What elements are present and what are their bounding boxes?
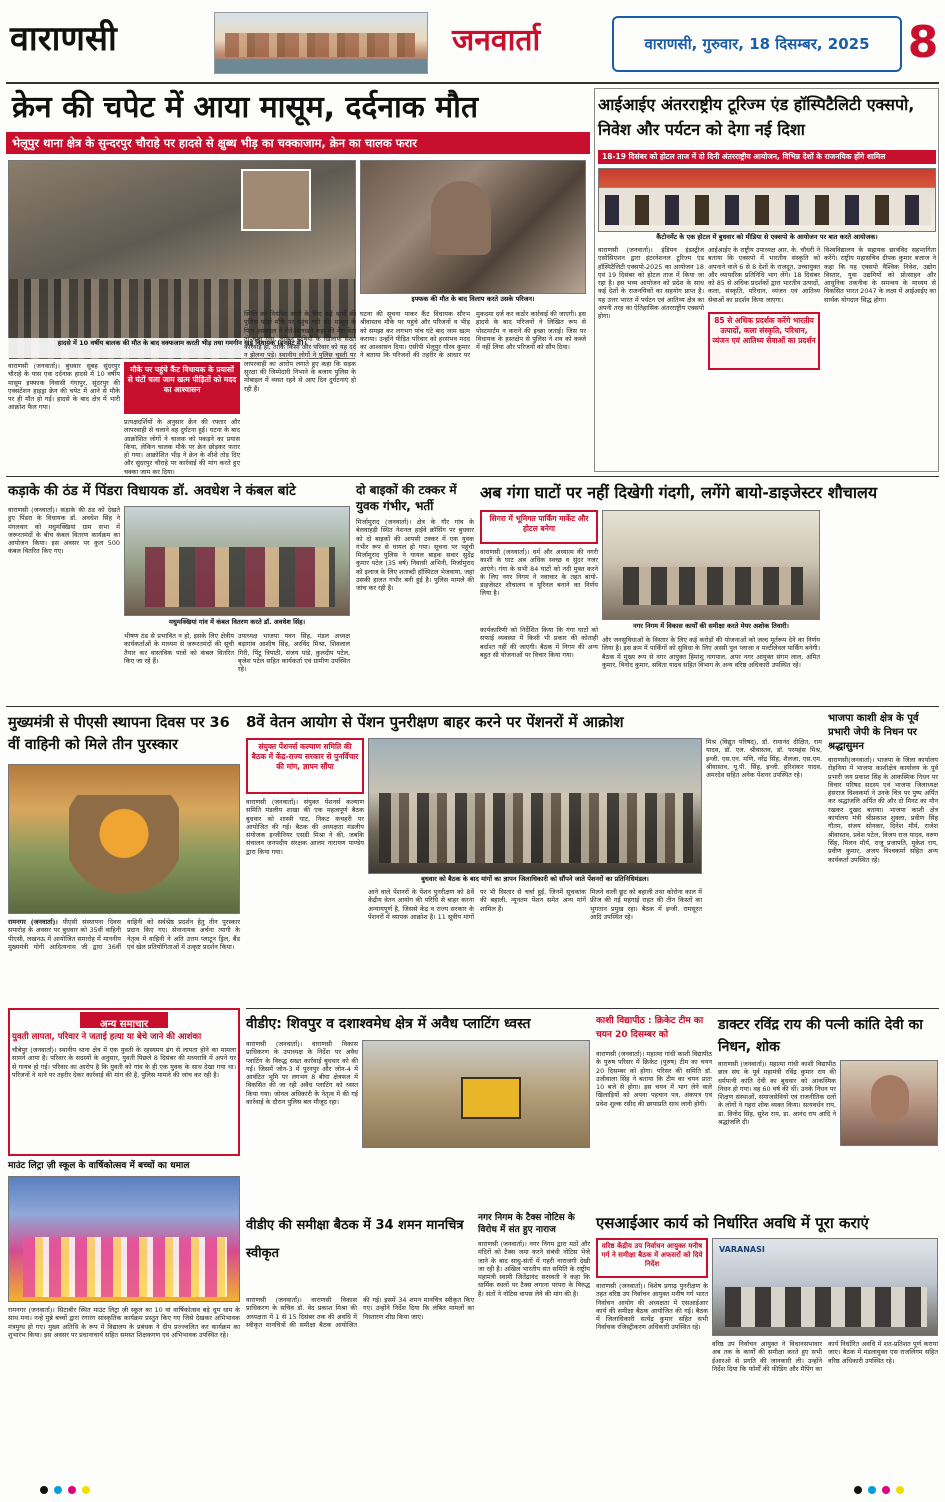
sir-box-title (596, 1238, 708, 1278)
obit-headline: डाक्टर रविंद्र राय की पत्नी कांति देवी का निधन, शोक (718, 1017, 923, 1055)
blanket-body-col1: वाराणसी (जनवार्ता)। कड़ाके की ठंड को देखते हुए पिंडरा के विधायक डॉ. अवधेश सिंह ने मंगलवार को मधुमक्खियां ग्राम सभा में जरूरतमंदों के बीच कंबल वितरण कार्यक्रम का आयोजन किया। इस अवसर पर कुल 500 कंबल वितरित किए गए। (8, 506, 120, 556)
kashi-body: वाराणसी (जनवार्ता)। महात्मा गांधी काशी विद्यापीठ के पुरुष परिसर में क्रिकेट (पुरुष) टीम का चयन 20 दिसम्बर को होगा। परिसर की समिति डॉ. उजीवाला सिंह ने बताया कि टीम का चयन प्रातः 10 बजे से होगा। इस चयन में भाग लेने वाले खिलाड़ियों को अपना पहचान पत्र, अंकपत्र एवं प्रवेश शुल्क रसीद की छायाप्रति साथ लानी होगी। (596, 1050, 712, 1108)
tourism-headline: आईआईए अंतरराष्ट्रीय टूरिज्म एंड हॉस्पिटैलिटी एक्सपो, निवेश और पर्यटन को देगा नई दिशा (598, 95, 915, 139)
cm-award-photo (8, 764, 240, 914)
biodigester-body-col1: वाराणसी (जनवार्ता)। धर्म और अध्यात्म की नगरी काशी के घाट अब अधिक स्वच्छ व सुंदर नजर आएंगे। गंगा के सभी 84 घाटों को नदी मुक्त करने के लिए नगर निगम ने नवाचार के तहत बायो-डाइजेस्टर शौचालय व यूरिनल बनाने का निर्णय लिया है। (480, 548, 598, 598)
vda-headline: वीडीए: शिवपुर व दशाश्वमेध क्षेत्र में अवैध प्लाटिंग ध्वस्त (246, 1016, 531, 1032)
tourism-photo-caption: कैंटोनमेंट के एक होटल में बुधवार को मीडिया से एक्सपो के आयोजन पर बात करते आयोजक। (656, 233, 878, 241)
tax-body: वाराणसी (जनवार्ता)। नगर निगम द्वारा मठों और मंदिरों को टैक्स जमा करने संबंधी नोटिस भेजे जाने के बाद साधु-संतों में गहरी नाराजगी देखी जा रही है। अखिल भारतीय संत समिति के राष्ट्रीय महामंत्री स्वामी जितेंद्रानंद सरस्वती ने कहा कि धार्मिक स्थलों पर टैक्स लगाना परंपरा के विरुद्ध है। संतों ने नोटिस वापस लेने की मांग की है। (478, 1240, 590, 1298)
pension-headline: 8वें वेतन आयोग से पेंशन पुनरीक्षण बाहर करने पर पेंशनरों में आक्रोश (246, 713, 624, 731)
blanket-photo-caption: मधुमक्खियां गांव में कंबल वितरण करते डॉ. अवधेश सिंह। (168, 618, 306, 626)
blanket-photo (124, 506, 350, 616)
sir-body-col2: वरिष्ठ उप निर्वाचन आयुक्त ने विधानसभावार अब तक के कार्यों की समीक्षा करते हुए सभी ईआरओ से प्रगति की जानकारी ली। उन्होंने निर्देश दिया कि फॉर्मों की फीडिंग और मैपिंग का कार्य निर्धारित अवधि में शत-प्रतिशत पूर्ण कराया जाए। बैठक में मंडलायुक्त एस राजलिंगम सहित वरिष्ठ अधिकारी उपस्थित रहे। (712, 1340, 938, 1373)
lead-inset-text: मौके पर पहुंचे कैंट विधायक के प्रयासों से घंटों चला जाम खत्म पीड़ितों को मदद का आश्वासन (127, 365, 237, 394)
news-box-body: चौबेपुर (जनवार्ता)। स्थानीय थाना क्षेत्र में एक युवती के रहस्यमय ढंग से लापता होने का मामला सामने आया है। परिवार के सदस्यों के अनुसार, युवती पिछले 8 दिसंबर की मध्यरात्रि में अपने घर से गायब हो गई। परिवार का आरोप है कि युवती को गांव के ही एक युवक के साथ देखा गया था। परिजनों ने थाने पर तहरीर देकर कार्रवाई की मांग की है, पुलिस मामले की जांच कर रही है। (12, 1046, 236, 1079)
biodigester-photo-caption: नगर निगम में विकास कार्यों की समीक्षा करते मेयर अशोक तिवारी। (633, 622, 789, 630)
blanket-body-col3: उपाध्यक्ष भाजपा पवन सिंह, मंडल अध्यक्ष बड़ागांव आशीष सिंह, अरविंद मिश्रा, शिवलाल गिरी, पिंटू त्रिपाठी, संजय पांडे, कुलदीप पटेल, बृजेश पटेल सहित कार्यकर्ता एवं ग्रामीण उपस्थित रहे। (238, 632, 350, 674)
pension-photo-caption: बुधवार को बैठक के बाद मांगों का ज्ञापन जिलाधिकारी को सौंपने जाते पेंशनरों का प्रतिनिधिमंडल। (421, 875, 649, 883)
obit-photo (840, 1060, 938, 1146)
biodigester-headline: अब गंगा घाटों पर नहीं दिखेगी गंदगी, लगेंगे बायो-डाइजेस्टर शौचालय (480, 483, 878, 502)
dateline: वाराणसी, गुरुवार, 18 दिसम्बर, 2025 (644, 35, 870, 53)
cm-award-body (8, 918, 240, 1004)
biodigester-body-col4 (824, 510, 938, 702)
obit-body: वाराणसी (जनवार्ता)। महात्मा गांधी काशी विद्यापीठ छात्र संघ के पूर्व महामंत्री रविंद्र कुमार राय की धर्मपत्नी कांति देवी का बुधवार को आकस्मिक निधन हो गया। वह 60 वर्ष की थीं। उनके निधन पर शिक्षण संस्थाओं, समाजसेवियों एवं राजनीतिक दलों के लोगों ने गहरा शोक व्यक्त किया। सत्यवर्धन राय, डा. विनोद सिंह, सुरेश राय, डा. आनंद राय आदि ने श्रद्धांजलि दी। (718, 1060, 836, 1127)
lead-body-col1: वाराणसी (जनवार्ता)। बुधवार सुबह सुंदरपुर चौराहे के पास एक दर्दनाक हादसे में 10 वर्षीय मासूम इफ्फाक निवासी गंगापुर, सुंदरपुर की एक्सटेंशन हाइड्रा क्रेन की चपेट में आने से मौके पर ही मौत हो गई। हादसे के बाद क्षेत्र में भारी आक्रोश फैल गया। (8, 362, 120, 412)
pension-box-text: संयुक्त पेंशनर्स कल्याण समिति की बैठक में केंद्र-राज्य सरकार से पुनर्विचार की मांग, ज्ञापन सौंपा (251, 742, 359, 771)
footer-color-bar (0, 1484, 945, 1496)
cm-award-headline: मुख्यमंत्री से पीएसी स्थापना दिवस पर 36 वीं वाहिनी को मिले तीन पुरस्कार (8, 715, 230, 753)
lead-subhead-text: भेलूपुर थाना क्षेत्र के सुन्दरपुर चौराहे पर हादसे से क्षुब्ध भीड़ का चक्काजाम, क्रेन का चालक फरार (12, 136, 417, 150)
mount-photo (8, 1176, 240, 1302)
biodigester-photo (602, 510, 820, 620)
lead-photo-family (360, 160, 586, 294)
vda-review-headline: वीडीए की समीक्षा बैठक में 34 शमन मानचित्र स्वीकृत (246, 1218, 464, 1261)
pension-body-col3: मिलने वाली छूट को बहाली तथा कोरोना काल में फ्रीज की गई महंगाई राहत की तीन किस्तों का भुगतान प्रमुख रहा। बैठक में इन्जी. रामसूरत आदि उपस्थित रहे। (590, 888, 702, 921)
pension-body-col4: मिश्र (विद्युत परिषद), डॉ. रामानंद दीक्षित, राम यादव, डॉ. एल. श्रीवास्तव, डॉ. परमहंस मिश्र, इन्जी. एस.एन. मणि, नरेंद्र सिंह, शैलजा, एस.एम. श्रीवास्तव, यू.पी. सिंह, इन्जी. हरिशंकर यादव, अमरदेव सहित अनेक पेंशनर उपस्थित रहे। (706, 738, 822, 780)
lead-photo2-caption: इफ्फक की मौत के बाद विलाप करते उसके परिजन। (411, 295, 535, 303)
biodigester-body-col2: कार्यकारिणी को निर्देशित किया कि गंगा घाटों को सफाई व्यवस्था में किसी भी प्रकार की कोताही बर्दाश्त नहीं की जाएगी। बैठक में निगम की अन्य बहुत सी योजनाओं पर विचार किया गया। (480, 626, 598, 659)
news-box-header-text: अन्य समाचार (99, 1019, 149, 1030)
lead-subhead (6, 132, 590, 154)
lead-body-col4: घटना की सूचना पाकर कैंट विधायक सौरभ श्रीवास्तव मौके पर पहुंचे और परिजनों व भीड़ को समझा कर लगभग पांच घंटे बाद जाम खत्म कराया। उन्होंने पीड़ित परिवार को हरसंभव मदद का आश्वासन दिया। एसीपी भेलूपुर गौरव कुमार ने बताया कि परिजनों की तहरीर के आधार पर मुकदमा दर्ज कर कठोर कार्रवाई की जाएगी। इस हादसे के बाद परिजनों ने लिखित रूप से पोस्टमार्टम न कराने की इच्छा जताई। जिस पर विधायक के हस्तक्षेप से पुलिस ने शव को कब्जे में नहीं लिया और परिजनों को सौंप दिया। (360, 310, 586, 360)
tourism-highlight-box (708, 312, 820, 370)
tourism-highlight-text: 85 से अधिक प्रदर्शक करेंगे भारतीय उत्पादों, कला संस्कृति, परिधान, व्यंजन एवं आतिथ्य सेवाओं का प्रदर्शन (712, 316, 816, 345)
bjp-body: वाराणसी(जनवार्ता)। भाजपा के जिला कार्यालय रोहनिया में भाजपा काशीक्षेत्र कार्यालय के पूर्व प्रभारी जय प्रकाश सिंह के आकस्मिक निधन पर विचार परिषद सदस्य एवं भाजपा जिलाध्यक्ष हंसराज विश्वकर्मा ने उनके चित्र पर पुष्प अर्पित कर श्रद्धांजलि अर्पित की और दो मिनट का मौन रखकर दुखद बताया। भाजपा काशी क्षेत्र कार्यालय मंत्री श्रीप्रकाश शुक्ला, प्रवीण सिंह गौतम, संजय सोनकर, दिनेश मौर्य, राजेश श्रीवास्तव, प्रवेश पटेल, विजय राज यादव, वरुण सिंह, मिलन मौर्य, राजू प्रजापति, मुकेश राय, प्रवीण कुमार, अजय विश्वकर्मा सहित अन्य कार्यकर्ता उपस्थित रहे। (828, 756, 938, 864)
sir-body-col1: वाराणसी (जनवार्ता)। विशेष प्रगाढ़ पुनरीक्षण के तहत वरिष्ठ उप निर्वाचन आयुक्त मनीष गर्ग भारत निर्वाचन आयोग की अध्यक्षता में एसआईआर कार्य की समीक्षा बैठक आयोजित की गई। बैठक में जिलाधिकारी सत्येंद्र कुमार सहित सभी निर्वाचक रजिस्ट्रीकरण अधिकारी उपस्थित रहे। (596, 1282, 708, 1332)
biodigester-body-col3: और जनसुविधाओं के विस्तार के लिए कई करोड़ों की योजनाओं को जल्द मूर्तरूप देने का निर्णय लिया है। इस क्रम में पार्किंगों को सुविधा के लिए अस्सी पुल प्लाजा व मल्टीलेवल पार्किंग बनेगी। बैठक में मुख्य रूप से नगर आयुक्त हिमांशु नागपाल, अपर नगर आयुक्त संगम लाल, अमित कुमार, विनोद कुमार, सविता यादव सहित विभाग के अन्य वरिष्ठ अधिकारी उपस्थित रहे। (602, 636, 820, 669)
tourism-body-col3: विश्वविद्यालय के सहायक छात्रविद सहभागिता करेंगे। राष्ट्रीय महासचिव दीपक कुमार बजाज ने कहा कि यह एक्सपो वैश्विक निवेश, उद्योग विस्तार, युवा उद्यमियों को प्रोत्साहन और आधुनिक तकनीक के समन्वय के माध्यम से विकसित भारत 2047 के लक्ष्य में आईआईए का सार्थक योगदान सिद्ध होगा। (824, 246, 936, 304)
cm-award-byline: रामनगर (जनवार्ता)। (8, 918, 58, 926)
news-box-headline: युवती लापता, परिवार ने जताई हत्या या बेचे जाने की आशंका (12, 1032, 202, 1042)
blanket-body-col2: भीषण ठंड से प्रभावित न हो, इसके लिए क्षेत्रीय कार्यकर्ताओं के माध्यम से जरूरतमंदों की सूची तैयार कर वास्तविक पात्रों को कंबल वितरित किए जा रहे हैं। (124, 632, 234, 665)
dateline-banner (612, 16, 902, 72)
lead-body-col3: स्थिति को नियंत्रित करने के लिए कई थानों की पुलिस फोर्स मौके पर पहुंच गयी थी। मासूम के पिता इसराइल ने रोते-बिलखते कहा की मेरा बेटा तो चला गया, लेकिन दोषियों के खिलाफ सख्त कार्रवाई हो, ताकि किसी और परिवार को यह दर्द न झेलना पड़े। स्थानीय लोगों ने पुलिस चुस्ती पर लापरवाही का आरोप लगाते हुए कहा कि सड़क सुरक्षा की जिम्मेदारी निभाने के बजाय पुलिस के मोबाइल में व्यस्त रहने से आए दिन दुर्घटनाएं हो रही हैं। (244, 310, 356, 393)
masthead-section: जनवार्ता (452, 23, 541, 58)
cm-award-body-text: पीएसी संस्थापना दिवस समारोह के अवसर पर बुधवार को 35वीं वाहिनी पीएसी, लखनऊ में आयोजित समारोह में माननीय मुख्यमंत्री योगी आदित्यनाथ जी द्वारा 36वीं वाहिनी को सर्वश्रेष्ठ प्रदर्शन हेतु तीन पुरस्कार प्रदान किए गए। सेनानायक अर्चना त्यागी के नेतृत्व में वाहिनी ने अति उत्तम प्लाटून ड्रिल, बैंड एवं खेल प्रतियोगिताओं में उत्कृष्ट प्रदर्शन किया। (8, 918, 240, 951)
tourism-subhead-text: 18-19 दिसंबर को होटल ताज में दो दिनी अंतरराष्ट्रीय आयोजन, विभिन्न देशों के राजनयिक होंगे शामिल (602, 152, 886, 161)
vda-photo (362, 1040, 590, 1148)
pension-body-col2: आने वाले पेंशनरों के पेंशन पुनरीक्षण को 8वें केंद्रीय वेतन आयोग की परिधि से बाहर करना अन्यायपूर्ण है, जिससे केंद्र व राज्य सरकार के पेंशनरों में व्यापक आक्रोश है। 11 सूत्रीय मांगों पर भी विस्तार से चर्चा हुई, जिनमें सूचकांक की बहाली, न्यूनतम पेंशन समेत अन्य मांगें शामिल हैं। (368, 888, 586, 921)
bikes-body: मिर्जामुराद (जनवार्ता)। क्षेत्र के गौर गांव के बेलवाहड़ी स्थित नेशनल हाईवे क्रॉसिंग पर बुधवार को दो बाइकों की आपसी टक्कर में एक युवक गंभीर रूप से घायल हो गया। सूचना पर पहुंची मिर्जामुराद पुलिस ने घायल बाइक सवार सुदेंद्र कुमार पटेल (35 वर्ष) निवासी अभिनी, मिर्जामुराद को इलाज के लिए शताब्दी हॉस्पिटल भेजवाया, जहां उसकी हालत गंभीर बनी हुई है। पुलिस मामले की जांच कर रही है। (356, 518, 474, 593)
page-number: 8 (907, 17, 939, 68)
pension-photo (368, 738, 702, 874)
masthead-city: वाराणसी (10, 19, 117, 59)
sir-photo-label: VARANASI (719, 1245, 765, 1254)
masthead-city-photo (214, 12, 428, 74)
masthead (6, 8, 939, 80)
mount-headline: माउंट लिट्रा ज़ी स्कूल के वार्षिकोत्सव में बच्चों का धमाल (8, 1161, 190, 1171)
kashi-headline: काशी विद्यापीठ : क्रिकेट टीम का चयन 20 दिसम्बर को (596, 1016, 704, 1040)
tourism-body-col2: आईआईए के राष्ट्रीय उपाध्यक्ष आर. के. चौधरी ने बताया कि एक्सपो में भारतीय संस्कृति को अपनाने वाले 6 से 8 देशों के राजदूत, उच्चायुक्त और व्यापारिक प्रतिनिधि भाग लेंगे। 18 दिसंबर को 85 से अधिक प्रदर्शकों द्वारा भारतीय उत्पादों, कला, संस्कृति, परिधान, व्यंजन एवं आतिथ्य सेवाओं का प्रदर्शन किया जाएगा। (708, 246, 820, 304)
tourism-photo (598, 168, 936, 232)
bjp-headline: भाजपा काशी क्षेत्र के पूर्व प्रभारी जेपी के निधन पर श्रद्धासुमन (828, 713, 919, 752)
sir-headline: एसआईआर कार्य को निर्धारित अवधि में पूरा कराएं (596, 1214, 869, 1232)
pension-box-title (246, 738, 364, 794)
lead-photo1-caption: हादसे में 10 वर्षीय बालक की मौत के बाद वक्फजाम करती भीड़ तथा गमगीन खड़े विधायक (इनसेट में)। (8, 338, 356, 358)
biodigester-box-title (480, 510, 598, 544)
sir-box-text: वरिष्ठ केंद्रीय उप निर्वाचन आयुक्त मनीष गर्ग ने समीक्षा बैठक में अफसरों को दिये निर्देश (601, 1242, 703, 1268)
biodigester-box-text: सिगरा में भूमिगत पार्किंग मार्केट और होटल बनेगा (489, 514, 589, 533)
sir-photo (712, 1238, 938, 1336)
vda-body: वाराणसी (जनवार्ता)। वाराणसी विकास प्राधिकरण के उपाध्यक्ष के निर्देश पर अवैध प्लाटिंग के विरुद्ध सख्त कार्रवाई बुधवार को की गई। जिसमें जोन-3 में पूरनपुर और जोन-4 में आवंटित भूमि पर लगभग 8 बीघा क्षेत्रफल में विकसित की जा रही अवैध प्लाटिंग को ध्वस्त किया गया। जोनल अधिकारी के नेतृत्व में की गई कार्रवाई के दौरान पुलिस बल मौजूद रहा। (246, 1040, 358, 1107)
lead-headline: क्रेन की चपेट में आया मासूम, दर्दनाक मौत (12, 90, 479, 125)
tourism-body-col2b (708, 372, 820, 468)
tax-headline: नगर निगम के टैक्स नोटिस के विरोध में संत हुए नाराज (478, 1213, 575, 1235)
vda-body-col2 (362, 1152, 590, 1206)
news-box-header (80, 1012, 168, 1028)
lead-inset-box (124, 362, 240, 414)
tourism-subhead (598, 150, 936, 164)
bikes-headline: दो बाइकों की टक्कर में युवक गंभीर, भर्ती (356, 483, 457, 513)
pension-body-col1: वाराणसी (जनवार्ता)। संयुक्त पेंशनर्स कल्याण समिति मंडलीय शाखा की एक महत्वपूर्ण बैठक बुधवार को शास्त्री घाट, निकट कचहरी पर आयोजित की गई। बैठक की अध्यक्षता मंडलीय संयोजक इन्जीनियर एसडी मिश्रा ने की, जबकि संचालन जनपदीय संरक्षक आलम नारायण पाण्डेय द्वारा किया गया। (246, 798, 364, 856)
tourism-body-col1: वाराणसी (जनवार्ता)। इंडियन इंडस्ट्रीज एसोसिएशन द्वारा इंटरनेशनल टूरिज्म एंड हॉस्पिटैलिटी एक्सपो-2025 का आयोजन 18 एवं 19 दिसंबर को होटल ताज में किया जा रहा है। इस भव्य आयोजन को प्रदेश के साथ कई देशों के राजनयिकों का सहयोग प्राप्त है। यह उत्तर भारत में पर्यटन एवं आतिथ्य क्षेत्र का अपनी तरह का ऐतिहासिक अंतरराष्ट्रीय एक्सपो होगा। (598, 246, 704, 321)
lead-body-col2: प्रत्यक्षदर्शियों के अनुसार क्रेन की रफ्तार और लापरवाही से चलाने वह दुर्घटना हुई। घटना के बाद आक्रोशित लोगों ने चालक को पकड़ने का प्रयास किया, लेकिन चालक मौके पर क्रेन छोड़कर फरार हो गया। आक्रोशित भीड़ ने क्रेन के शीशे तोड़ दिए और सुंदरपुर चौराहे पर कार्रवाई की मांग करते हुए चक्का जाम कर दिया। (124, 418, 240, 476)
vda-review-body: वाराणसी (जनवार्ता)। वाराणसी विकास प्राधिकरण के सचिव डॉ. वेद प्रकाश मिश्रा की अध्यक्षता में 1 से 15 दिसंबर तक की अवधि में स्वीकृत मानचित्रों की समीक्षा बैठक आयोजित की गई। इसमें 34 शमन मानचित्र स्वीकृत किए गए। उन्होंने निर्देश दिया कि लंबित मामलों का निस्तारण शीघ्र किया जाए। (246, 1296, 474, 1329)
mount-body: रामनगर (जनवार्ता)। सिटाबीर स्थित माउंट लिट्रा ज़ी स्कूल का 10 वां वार्षिकोत्सव बड़े धूम धाम के साथ मना। नन्हे मुन्ने बच्चों द्वारा रंगारंग सांस्कृतिक कार्यक्रम प्रस्तुत किए गए जिसे देखकर अभिभावक मंत्रमुग्ध हो गए। मुख्य अतिथि के रूप में विद्यालय के प्रबंधक ने दीप प्रज्ज्वलित कर कार्यक्रम का शुभारंभ किया। इस अवसर पर प्रधानाचार्य सहित समस्त शिक्षकगण एवं अभिभावक उपस्थित रहे। (8, 1306, 240, 1339)
blanket-headline: कड़ाके की ठंड में पिंडरा विधायक डॉ. अवधेश ने कंबल बांटे (8, 483, 296, 499)
